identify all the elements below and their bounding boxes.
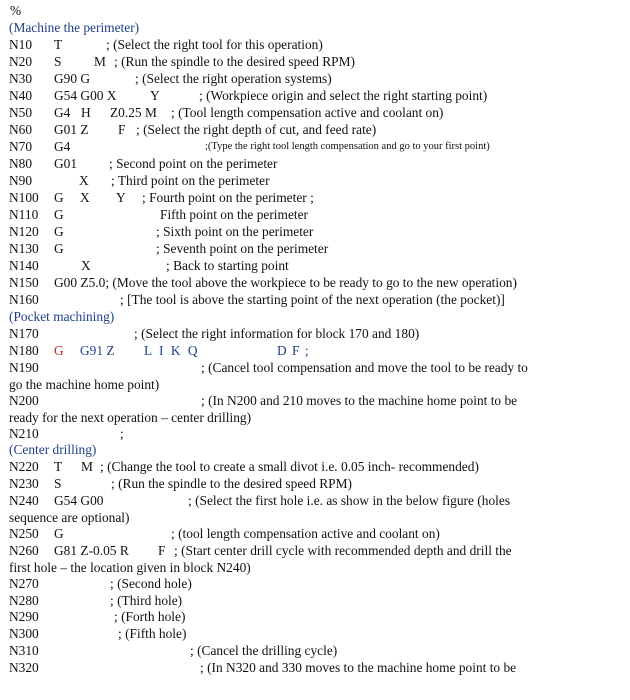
code-word: T <box>54 37 63 52</box>
code-word: S <box>54 476 62 491</box>
comment: ; (Third hole) <box>110 593 183 608</box>
block-number: N310 <box>9 643 39 658</box>
code-word: S <box>54 54 62 69</box>
code-word: M <box>81 459 93 474</box>
code-word: Y <box>150 88 160 103</box>
block-number: N260 <box>9 543 39 558</box>
comment: ; (In N200 and 210 moves to the machine home point to be <box>201 393 518 408</box>
comment: ;(Type the right tool length compensation and go to your first point) <box>205 141 490 152</box>
code-word: G <box>54 207 64 222</box>
block-number: N250 <box>9 526 39 541</box>
comment: ; (Forth hole) <box>114 609 186 624</box>
block-number: N140 <box>9 258 39 273</box>
comment: Fifth point on the perimeter <box>160 207 309 222</box>
block-number: N160 <box>9 292 39 307</box>
block-number: N120 <box>9 224 39 239</box>
block-number: N80 <box>9 156 33 171</box>
comment: ; (tool length compensation active and coolant on) <box>171 526 440 541</box>
code-word: T <box>54 459 63 474</box>
code-word: F <box>118 122 126 137</box>
comment: ; Fourth point on the perimeter ; <box>142 190 314 205</box>
comment: ; (Run the spindle to the desired speed RPM) <box>114 54 355 69</box>
comment: ; (Second hole) <box>110 576 192 591</box>
comment-continuation: ready for the next operation – center drilling) <box>9 410 252 425</box>
comment: ; (Select the right depth of cut, and feed rate) <box>136 122 377 137</box>
comment: ; Seventh point on the perimeter <box>156 241 329 256</box>
code-word: G <box>54 241 64 256</box>
comment: ; Back to starting point <box>166 258 289 273</box>
block-number: N90 <box>9 173 33 188</box>
block-number: N290 <box>9 609 39 624</box>
comment: ; Third point on the perimeter <box>111 173 270 188</box>
comment: ; (In N320 and 330 moves to the machine home point to be <box>200 660 517 675</box>
block-number: N300 <box>9 626 39 641</box>
comment-continuation: first hole – the location given in block N240) <box>9 560 251 575</box>
comment: ; (Run the spindle to the desired speed RPM) <box>111 476 352 491</box>
code-word: M <box>94 54 106 69</box>
block-text: G00 Z5.0; (Move the tool above the workpiece to be ready to go to the new operation) <box>54 275 517 290</box>
block-number: N210 <box>9 426 39 441</box>
block-number: N60 <box>9 122 33 137</box>
code-word: G4 <box>54 139 71 154</box>
block-number: N200 <box>9 393 39 408</box>
code-word: G <box>54 224 64 239</box>
block-number: N110 <box>9 207 39 222</box>
comment: ; (Select the first hole i.e. as show in the below figure (holes <box>188 493 511 508</box>
comment-continuation: sequence are optional) <box>9 510 130 525</box>
block-number: N130 <box>9 241 39 256</box>
block-number: N50 <box>9 105 33 120</box>
comment: ; (Tool length compensation active and coolant on) <box>171 105 444 120</box>
code-word: G <box>54 526 64 541</box>
comment: ; (Select the right operation systems) <box>135 71 332 86</box>
code-word: G <box>54 190 64 205</box>
block-number: N150 <box>9 275 39 290</box>
comment: ; (Select the right information for block 170 and 180) <box>134 326 420 341</box>
block-number: N270 <box>9 576 39 591</box>
block-number: N10 <box>9 37 33 52</box>
code-word: F <box>158 543 166 558</box>
comment: ; (Fifth hole) <box>118 626 187 641</box>
code-word: G54 G00 <box>54 493 104 508</box>
block-number: N170 <box>9 326 39 341</box>
block-number: N20 <box>9 54 33 69</box>
block-number: N190 <box>9 360 39 375</box>
code-word: G01 Z <box>54 122 89 137</box>
code-word: G54 G00 X <box>54 88 117 103</box>
comment: ; Sixth point on the perimeter <box>156 224 314 239</box>
block-number: N70 <box>9 139 33 154</box>
section-heading-perimeter: (Machine the perimeter) <box>9 20 140 35</box>
comment: ; (Change the tool to create a small divot i.e. 0.05 inch- recommended) <box>100 459 479 474</box>
block-number: N230 <box>9 476 39 491</box>
block-number: N280 <box>9 593 39 608</box>
code-word: Z0.25 M <box>110 105 157 120</box>
code-word: G4 <box>54 105 71 120</box>
code-word: G90 G <box>54 71 91 86</box>
code-word: Y <box>116 190 126 205</box>
comment: ; (Workpiece origin and select the right starting point) <box>199 88 488 103</box>
block-number: N180 <box>9 343 39 358</box>
block-number: N240 <box>9 493 39 508</box>
percent-sign: % <box>10 3 22 18</box>
comment: ; Second point on the perimeter <box>109 156 278 171</box>
code-word: X <box>80 190 90 205</box>
comment: ; (Cancel the drilling cycle) <box>190 643 338 658</box>
code-word-g91: G91 Z <box>80 343 115 358</box>
comment: ; (Cancel tool compensation and move the tool to be ready to <box>201 360 528 375</box>
block-number: N40 <box>9 88 33 103</box>
code-word: H <box>81 105 91 120</box>
comment: ; (Select the right tool for this operation) <box>106 37 323 52</box>
section-heading-center: (Center drilling) <box>9 442 97 457</box>
code-word: G81 Z-0.05 R <box>54 543 129 558</box>
comment: ; (Start center drill cycle with recommended depth and drill the <box>174 543 512 558</box>
code-letters-df: D F ; <box>277 343 310 358</box>
block-number: N320 <box>9 660 39 675</box>
code-word-g: G <box>54 343 64 358</box>
block-number: N100 <box>9 190 39 205</box>
block-number: N220 <box>9 459 39 474</box>
code-word: G01 <box>54 156 78 171</box>
section-heading-pocket: (Pocket machining) <box>9 309 115 324</box>
block-number: N30 <box>9 71 33 86</box>
comment-continuation: go the machine home point) <box>9 377 160 392</box>
code-word: X <box>81 258 91 273</box>
code-word: X <box>79 173 89 188</box>
comment: ; <box>120 426 124 441</box>
comment: ; [The tool is above the starting point of the next operation (the pocket)] <box>120 292 505 307</box>
code-letters: L I K Q <box>144 343 200 358</box>
